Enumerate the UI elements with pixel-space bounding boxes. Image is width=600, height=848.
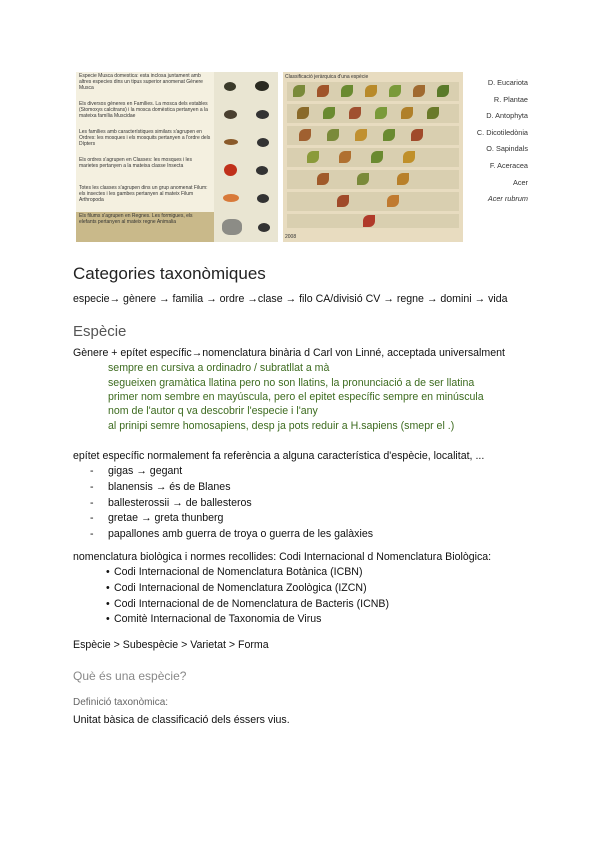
leaf-icon: [427, 107, 439, 119]
figure-caption: Els ordres s'agrupen en Classes: les mosques i les marietes pertanyen a la mateixa classe Insecta: [76, 156, 214, 184]
elephant-image: [222, 219, 242, 235]
leaf-icon: [383, 129, 395, 141]
taxa-label: O. Sapindals: [486, 144, 528, 154]
leaf-icon: [293, 85, 305, 97]
list-item: - papallones amb guerra de troya o guerra de les galàxies: [90, 528, 373, 544]
leaf-row: [287, 192, 459, 211]
list-item: • Codi Internacional de Nomenclatura Zoològica (IZCN): [106, 582, 389, 598]
leaf-row: [287, 170, 459, 189]
leaf-icon: [323, 107, 335, 119]
figure-year: 2008: [285, 234, 297, 240]
binomial-rule: nom de l'autor q va descobrir l'especie i l'any: [108, 405, 318, 417]
fly-image: [256, 110, 269, 119]
ranks-line: Espècie > Subespècie > Varietat > Forma: [73, 639, 269, 651]
leaf-icon: [403, 151, 415, 163]
epithet-line: epítet específic normalement fa referència a alguna característica d'espècie, localitat, ...: [73, 450, 485, 462]
leaf-icon: [307, 151, 319, 163]
list-item: - blanensis → és de Blanes: [90, 481, 373, 497]
heading-especie: Espècie: [73, 323, 127, 340]
binomial-rule: segueixen gramàtica llatina pero no son llatins, la pronunciació a de ser llatina: [108, 377, 475, 389]
list-item: - gigas → gegant: [90, 465, 373, 481]
list-item: - gretae → greta thunberg: [90, 512, 373, 528]
heading-categories: Categories taxonòmiques: [73, 264, 266, 283]
taxa-label: F. Aceracea: [489, 160, 528, 170]
binomial-rule: primer nom sembre en mayúscula, pero el epitet específic sempre en minúscula: [108, 391, 484, 403]
mosquito-image: [224, 139, 238, 145]
leaf-icon: [371, 151, 383, 163]
binomial-line: Gènere + epítet específic→nomenclatura binària d Carl von Linné, acceptada universalment: [73, 347, 505, 359]
figure-taxonomy-plants: [283, 72, 463, 242]
list-item: - ballesterossii → de ballesteros: [90, 497, 373, 513]
taxa-label: D. Antophyta: [486, 111, 528, 121]
figure-pictures: [214, 100, 278, 128]
leaf-icon: [375, 107, 387, 119]
leaf-icon: [365, 85, 377, 97]
figure-caption: Totes les classes s'agrupen dins un grup anomenat Filum: els insectes i les gambes pertanyen al mateix Filum Arthropoda: [76, 184, 214, 212]
figure-pictures: [214, 128, 278, 156]
taxa-label: C. Dicotiledònia: [476, 127, 528, 137]
leaf-icon: [411, 129, 423, 141]
leaf-icon: [397, 173, 409, 185]
definition-text: Unitat bàsica de classificació dels éssers vius.: [73, 714, 290, 726]
shrimp-image: [223, 194, 239, 202]
leaf-icon: [349, 107, 361, 119]
binomial-rule: sempre en cursiva a ordinadro / subratllat a mà: [108, 362, 330, 374]
binomial-rule: al prinipi semre homosapiens, desp ja pots reduir a H.sapiens (smepr el .): [108, 420, 455, 432]
fly-image: [258, 223, 270, 232]
taxa-label: R. Plantae: [493, 94, 528, 104]
fly-image: [256, 166, 268, 175]
epithet-examples: [90, 465, 373, 544]
figure-caption: Els filums s'agrupen en Regnes. Les formigues, els elefants pertanyen al mateix regne Animalia: [76, 212, 214, 242]
leaf-icon: [387, 195, 399, 207]
leaf-row: [287, 82, 459, 101]
figure-caption: Les famílies amb característiques similars s'agrupen en Ordres: les mosques i els mosquits pertanyen a l'ordre dels Dípters: [76, 128, 214, 156]
leaf-icon: [339, 151, 351, 163]
leaf-icon: [401, 107, 413, 119]
figure-caption: Els diversos gèneres en Famílies. La mosca dels estables (Stomoxys calcitrans) i la mosca domèstica pertanyen a la mateixa família Muscidae: [76, 100, 214, 128]
figure-row: [76, 100, 278, 128]
leaf-row: [287, 214, 459, 228]
leaf-icon: [437, 85, 449, 97]
figure-row: [76, 128, 278, 156]
taxa-labels: [462, 78, 528, 211]
figure-row: [76, 156, 278, 184]
taxa-label: Acer rubrum: [487, 194, 528, 204]
fly-image: [224, 110, 237, 119]
codes-line: nomenclatura biològica i normes recollides: Codi Internacional d Nomenclatura Biològica:: [73, 551, 492, 563]
figure-taxonomy-animals: [76, 72, 278, 242]
figure-row: [76, 72, 278, 100]
fly-image: [257, 194, 269, 203]
heading-que-es: Què és una espècie?: [73, 669, 187, 683]
figure-pictures: [214, 212, 278, 242]
leaf-icon: [413, 85, 425, 97]
heading-definicio: Definició taxonòmica:: [73, 697, 169, 708]
list-item: • Comitè Internacional de Taxonomia de Virus: [106, 613, 389, 629]
leaf-icon: [327, 129, 339, 141]
leaf-icon: [389, 85, 401, 97]
leaf-icon: [341, 85, 353, 97]
leaf-icon: [299, 129, 311, 141]
codes-list: [106, 566, 389, 629]
leaf-row: [287, 148, 459, 167]
leaf-row: [287, 126, 459, 145]
ladybug-image: [224, 164, 237, 176]
figure-caption: Especie Musca domestica: esta inclosa juntament amb altres especies dins un tipus superior anomenat Gènere Musca: [76, 72, 214, 100]
leaf-icon: [357, 173, 369, 185]
leaf-icon: [363, 215, 375, 227]
leaf-icon: [337, 195, 349, 207]
taxa-label: D. Eucariota: [487, 78, 528, 87]
list-item: • Codi Internacional de de Nomenclatura de Bacteris (ICNB): [106, 598, 389, 614]
leaf-icon: [317, 85, 329, 97]
leaf-icon: [297, 107, 309, 119]
hierarchy-line: especie→ gènere → familia → ordre →clase → filo CA/divisió CV → regne → domini → vida: [73, 293, 508, 305]
fly-image: [257, 138, 269, 147]
fly-image: [224, 82, 236, 91]
figure-pictures: [214, 156, 278, 184]
taxa-label: Acer: [512, 177, 528, 187]
leaf-icon: [355, 129, 367, 141]
figure-row: [76, 212, 278, 242]
figure-pictures: [214, 72, 278, 100]
figure-header: Classificació jeràrquica d'una espècie: [285, 74, 369, 80]
leaf-icon: [317, 173, 329, 185]
fly-image: [255, 81, 269, 91]
list-item: • Codi Internacional de Nomenclatura Botànica (ICBN): [106, 566, 389, 582]
leaf-row: [287, 104, 459, 123]
figure-row: [76, 184, 278, 212]
figure-pictures: [214, 184, 278, 212]
